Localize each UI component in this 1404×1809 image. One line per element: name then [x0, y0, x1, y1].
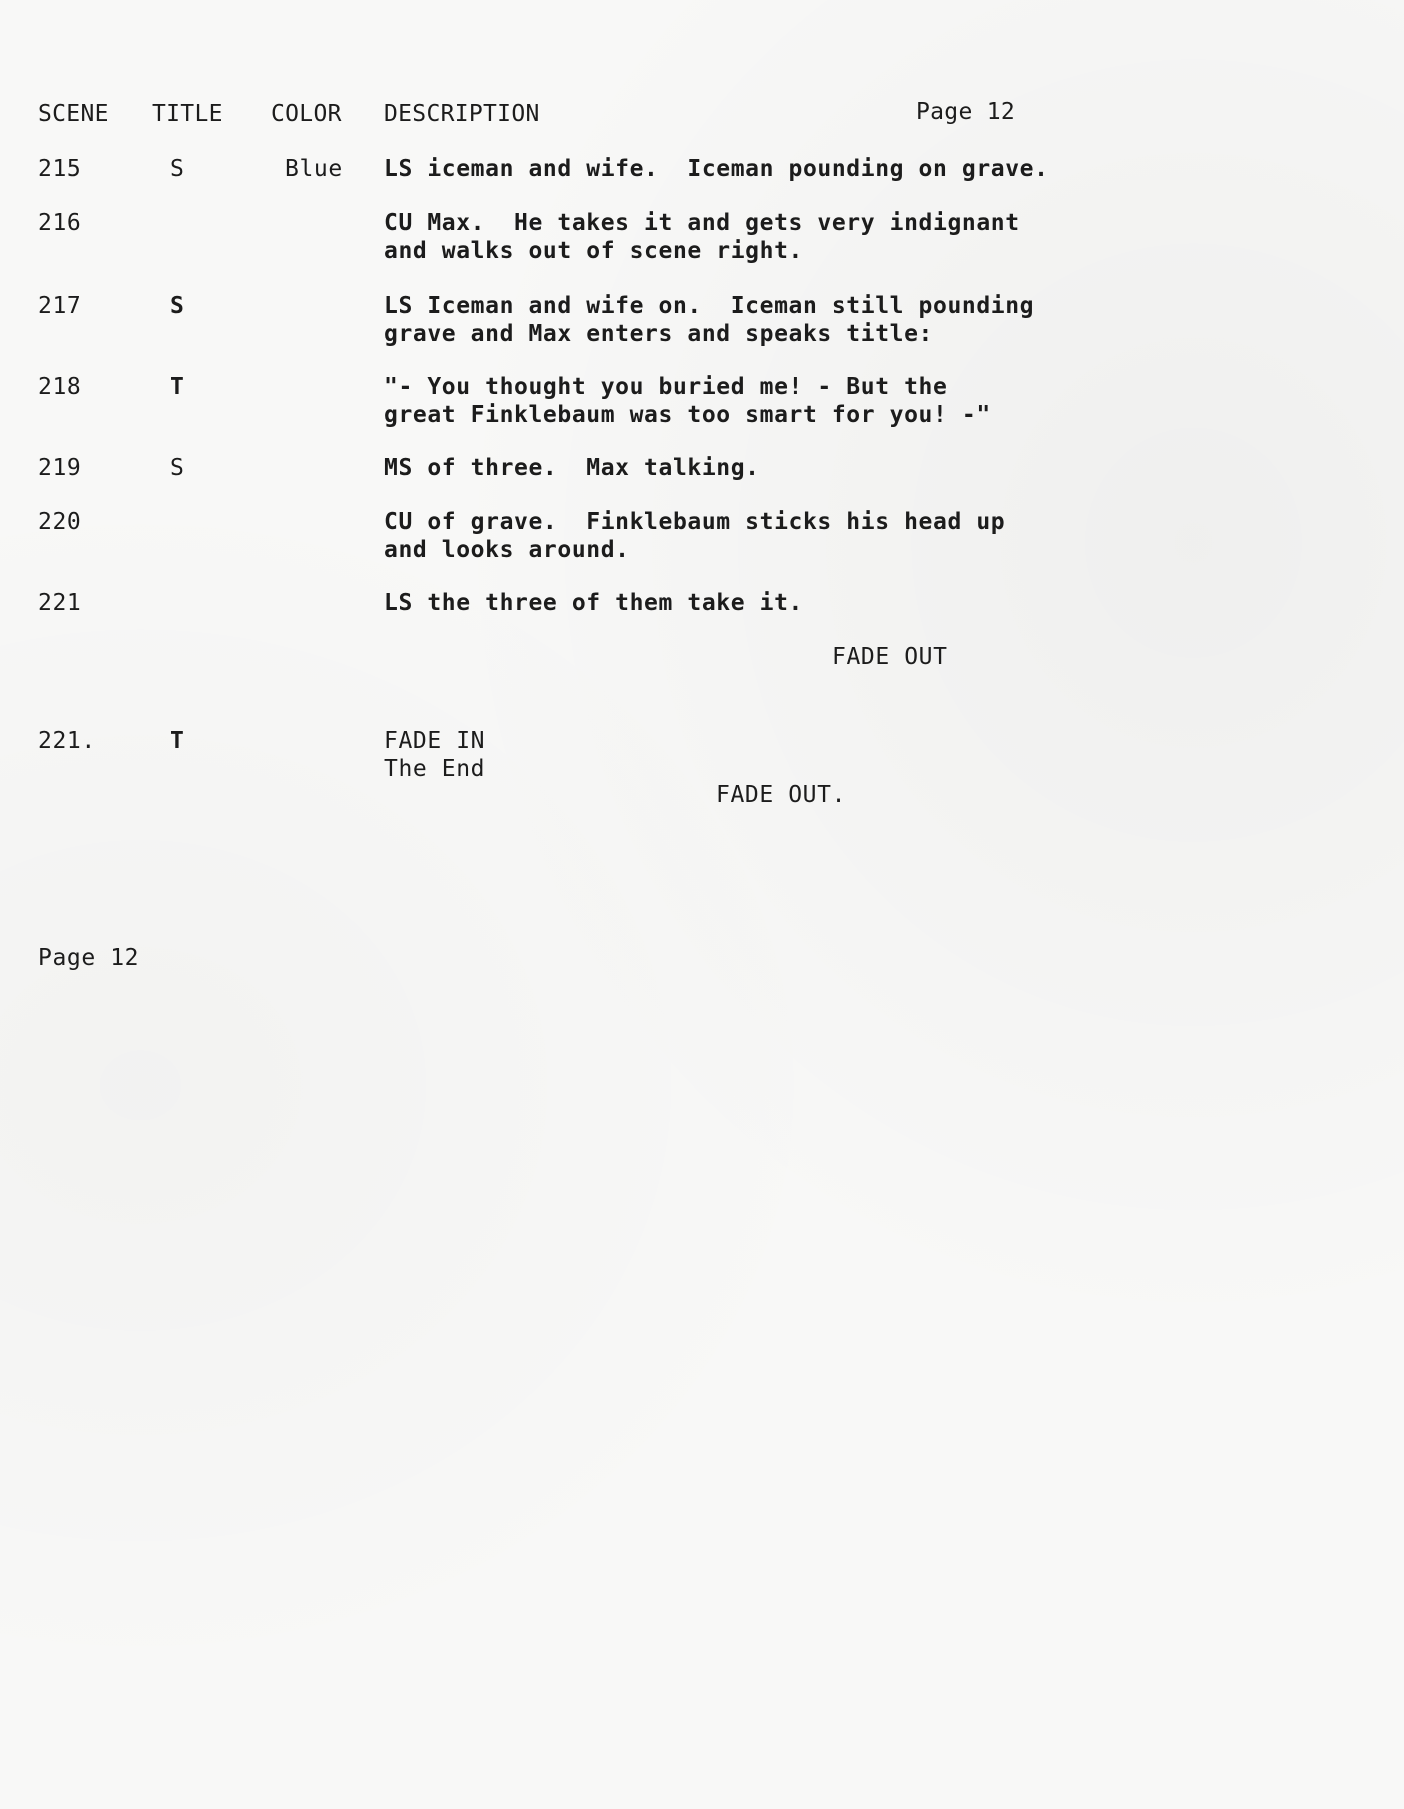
scene-number: 217 — [38, 293, 82, 319]
description-line: and walks out of scene right. — [384, 238, 803, 264]
color-value: Blue — [285, 156, 343, 182]
header-scene: SCENE — [38, 101, 109, 127]
footer-page-number: Page 12 — [38, 945, 140, 971]
title-code: T — [170, 728, 185, 754]
header-description: DESCRIPTION — [384, 101, 540, 127]
scene-number: 221 — [38, 590, 82, 616]
description-line: LS iceman and wife. Iceman pounding on grave. — [384, 156, 1049, 182]
description-line: MS of three. Max talking. — [384, 455, 760, 481]
scene-number: 221. — [38, 728, 96, 754]
description-line: LS the three of them take it. — [384, 590, 803, 616]
fade-out-direction: FADE OUT. — [716, 782, 847, 808]
scene-number: 215 — [38, 156, 82, 182]
description-line: CU of grave. Finklebaum sticks his head up — [384, 509, 1006, 535]
title-code: S — [170, 293, 185, 319]
description-line: "- You thought you buried me! - But the — [384, 374, 948, 400]
description-line: FADE IN — [384, 728, 486, 754]
description-line: CU Max. He takes it and gets very indignant — [384, 210, 1020, 236]
title-code: S — [170, 156, 185, 182]
description-line: grave and Max enters and speaks title: — [384, 321, 933, 347]
header-title: TITLE — [152, 101, 223, 127]
scene-number: 216 — [38, 210, 82, 236]
description-line: LS Iceman and wife on. Iceman still pounding — [384, 293, 1035, 319]
scene-number: 218 — [38, 374, 82, 400]
description-line: and looks around. — [384, 537, 630, 563]
header-page-number: Page 12 — [916, 99, 1016, 125]
scene-number: 219 — [38, 455, 82, 481]
description-line: The End — [384, 756, 486, 782]
title-code: S — [170, 455, 185, 481]
description-line: great Finklebaum was too smart for you! -" — [384, 402, 991, 428]
fade-out-direction: FADE OUT — [832, 644, 948, 670]
scene-number: 220 — [38, 509, 82, 535]
header-color: COLOR — [271, 101, 342, 127]
title-code: T — [170, 374, 185, 400]
